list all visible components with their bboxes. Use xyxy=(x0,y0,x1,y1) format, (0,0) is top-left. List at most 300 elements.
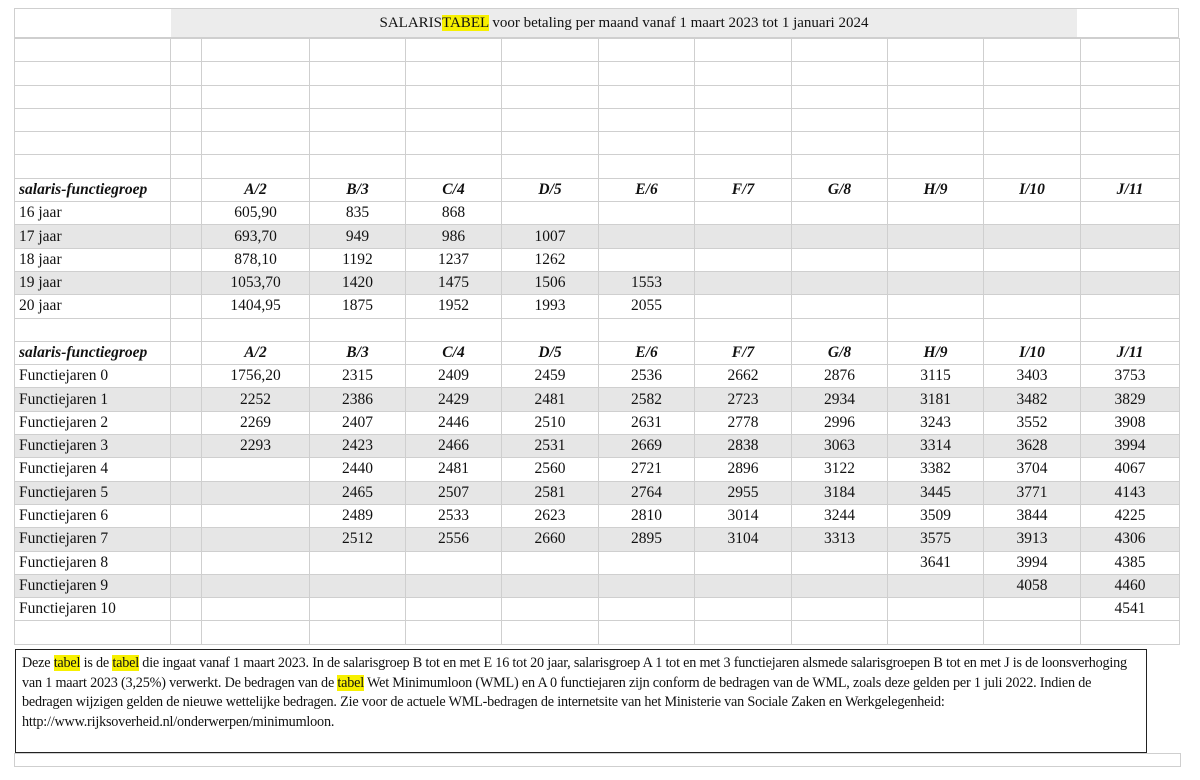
empty-cell xyxy=(695,621,792,644)
salary-cell xyxy=(792,598,888,621)
empty-cell xyxy=(502,318,599,341)
salary-cell xyxy=(695,248,792,271)
row-label: Functiejaren 3 xyxy=(15,435,171,458)
table-row xyxy=(15,504,1180,527)
salary-cell: 2660 xyxy=(502,528,599,551)
column-header: I/10 xyxy=(984,178,1081,201)
salary-cell: 2896 xyxy=(695,458,792,481)
empty-cell xyxy=(171,318,202,341)
table-row xyxy=(15,435,1180,458)
salary-sheet xyxy=(14,8,1179,645)
column-header: G/8 xyxy=(792,341,888,364)
column-header: B/3 xyxy=(310,341,406,364)
salary-cell: 1192 xyxy=(310,248,406,271)
salary-cell: 2489 xyxy=(310,504,406,527)
salary-cell: 2581 xyxy=(502,481,599,504)
salary-cell xyxy=(984,225,1081,248)
salary-cell: 1237 xyxy=(406,248,502,271)
salary-cell: 4385 xyxy=(1081,551,1180,574)
row-label: Functiejaren 9 xyxy=(15,574,171,597)
salary-cell xyxy=(984,271,1081,294)
salary-cell xyxy=(599,225,695,248)
salary-cell xyxy=(1081,202,1180,225)
empty-cell xyxy=(310,132,406,155)
salary-cell: 3014 xyxy=(695,504,792,527)
table-row xyxy=(15,248,1180,271)
empty-cell xyxy=(406,62,502,85)
empty-cell xyxy=(984,155,1081,178)
salary-cell xyxy=(984,202,1081,225)
blank-row xyxy=(15,318,1180,341)
empty-cell xyxy=(695,155,792,178)
salary-cell xyxy=(502,574,599,597)
salary-cell xyxy=(202,551,310,574)
salary-cell xyxy=(792,225,888,248)
salary-cell xyxy=(888,202,984,225)
column-header: F/7 xyxy=(695,341,792,364)
column-header: H/9 xyxy=(888,178,984,201)
empty-cell xyxy=(406,132,502,155)
empty-cell xyxy=(202,108,310,131)
salary-cell xyxy=(695,598,792,621)
empty-cell xyxy=(202,62,310,85)
empty-cell xyxy=(599,621,695,644)
salary-cell xyxy=(202,458,310,481)
table-row xyxy=(15,295,1180,318)
empty-cell xyxy=(984,39,1081,62)
empty-cell xyxy=(695,318,792,341)
empty-cell xyxy=(202,155,310,178)
salary-cell xyxy=(202,481,310,504)
salary-cell xyxy=(792,295,888,318)
salary-cell xyxy=(888,574,984,597)
salary-cell: 3115 xyxy=(888,365,984,388)
row-label: Functiejaren 7 xyxy=(15,528,171,551)
salary-cell: 2669 xyxy=(599,435,695,458)
salary-cell: 3382 xyxy=(888,458,984,481)
empty-cell xyxy=(888,39,984,62)
spacer-cell xyxy=(171,295,202,318)
salary-cell xyxy=(695,271,792,294)
salary-cell xyxy=(599,598,695,621)
salary-cell: 2623 xyxy=(502,504,599,527)
spacer-cell xyxy=(171,388,202,411)
table-row xyxy=(15,528,1180,551)
salary-cell: 2838 xyxy=(695,435,792,458)
salary-cell: 878,10 xyxy=(202,248,310,271)
title-suffix: voor betaling per maand vanaf 1 maart 2023 tot 1 januari 2024 xyxy=(488,15,869,31)
empty-cell xyxy=(202,132,310,155)
salary-cell: 2386 xyxy=(310,388,406,411)
salary-cell: 3063 xyxy=(792,435,888,458)
empty-cell xyxy=(171,85,202,108)
empty-cell xyxy=(888,318,984,341)
salary-cell: 1404,95 xyxy=(202,295,310,318)
salary-cell: 2533 xyxy=(406,504,502,527)
salary-cell: 4541 xyxy=(1081,598,1180,621)
salary-cell: 2810 xyxy=(599,504,695,527)
column-header-row xyxy=(15,341,1180,364)
salary-cell: 4143 xyxy=(1081,481,1180,504)
column-header: C/4 xyxy=(406,341,502,364)
empty-cell xyxy=(502,155,599,178)
salary-cell: 2407 xyxy=(310,411,406,434)
salary-cell xyxy=(1081,248,1180,271)
spacer-cell xyxy=(171,574,202,597)
footnote-box xyxy=(15,649,1147,753)
empty-cell xyxy=(984,132,1081,155)
empty-cell xyxy=(406,39,502,62)
salary-cell xyxy=(695,551,792,574)
empty-cell xyxy=(888,62,984,85)
salary-cell: 2778 xyxy=(695,411,792,434)
salary-cell: 2440 xyxy=(310,458,406,481)
salary-cell xyxy=(310,551,406,574)
salary-cell: 1952 xyxy=(406,295,502,318)
salary-cell: 3509 xyxy=(888,504,984,527)
salary-cell: 3641 xyxy=(888,551,984,574)
salary-cell: 2512 xyxy=(310,528,406,551)
empty-cell xyxy=(1081,132,1180,155)
salary-cell xyxy=(202,574,310,597)
empty-cell xyxy=(502,85,599,108)
salary-cell xyxy=(202,504,310,527)
note-text-1: Deze xyxy=(22,655,54,671)
spacer-cell xyxy=(171,435,202,458)
empty-cell xyxy=(1081,318,1180,341)
salary-cell: 2465 xyxy=(310,481,406,504)
salary-cell xyxy=(888,271,984,294)
salary-cell: 1475 xyxy=(406,271,502,294)
empty-cell xyxy=(1081,621,1180,644)
empty-cell xyxy=(1081,85,1180,108)
column-header: G/8 xyxy=(792,178,888,201)
column-header: B/3 xyxy=(310,178,406,201)
row-label: Functiejaren 5 xyxy=(15,481,171,504)
header-label: salaris-functiegroep xyxy=(15,341,171,364)
salary-cell xyxy=(792,202,888,225)
blank-row xyxy=(15,85,1180,108)
salary-cell xyxy=(202,528,310,551)
spacer-cell xyxy=(171,528,202,551)
salary-cell: 3753 xyxy=(1081,365,1180,388)
empty-cell xyxy=(171,621,202,644)
empty-cell xyxy=(406,85,502,108)
row-label: Functiejaren 6 xyxy=(15,504,171,527)
column-header: E/6 xyxy=(599,178,695,201)
empty-cell xyxy=(15,318,171,341)
salary-cell: 3181 xyxy=(888,388,984,411)
blank-row xyxy=(15,132,1180,155)
salary-cell: 2721 xyxy=(599,458,695,481)
table-row xyxy=(15,388,1180,411)
salary-cell xyxy=(888,295,984,318)
salary-cell xyxy=(695,225,792,248)
blank-row xyxy=(15,621,1180,644)
empty-cell xyxy=(502,132,599,155)
spacer-cell xyxy=(171,598,202,621)
empty-cell xyxy=(310,62,406,85)
empty-cell xyxy=(310,155,406,178)
empty-cell xyxy=(599,318,695,341)
salary-cell: 2481 xyxy=(502,388,599,411)
salary-cell: 2723 xyxy=(695,388,792,411)
salary-cell xyxy=(1081,225,1180,248)
salary-cell: 2934 xyxy=(792,388,888,411)
row-label: Functiejaren 4 xyxy=(15,458,171,481)
salary-cell: 949 xyxy=(310,225,406,248)
salary-cell: 1875 xyxy=(310,295,406,318)
empty-cell xyxy=(599,62,695,85)
salary-cell xyxy=(1081,295,1180,318)
salary-cell: 3445 xyxy=(888,481,984,504)
page-title xyxy=(171,9,1077,37)
empty-cell xyxy=(15,62,171,85)
column-header: H/9 xyxy=(888,341,984,364)
empty-cell xyxy=(406,318,502,341)
salary-cell: 3704 xyxy=(984,458,1081,481)
column-header: A/2 xyxy=(202,341,310,364)
empty-cell xyxy=(310,108,406,131)
salary-cell: 1007 xyxy=(502,225,599,248)
row-label: Functiejaren 10 xyxy=(15,598,171,621)
salary-cell: 2662 xyxy=(695,365,792,388)
table-row xyxy=(15,225,1180,248)
salary-cell: 2315 xyxy=(310,365,406,388)
row-label: 17 jaar xyxy=(15,225,171,248)
empty-cell xyxy=(310,85,406,108)
empty-cell xyxy=(695,108,792,131)
salary-cell xyxy=(202,598,310,621)
salary-cell: 3552 xyxy=(984,411,1081,434)
salary-cell: 3122 xyxy=(792,458,888,481)
salary-cell: 3575 xyxy=(888,528,984,551)
column-header-row xyxy=(15,178,1180,201)
row-label: 19 jaar xyxy=(15,271,171,294)
salary-cell: 3184 xyxy=(792,481,888,504)
salary-cell: 2560 xyxy=(502,458,599,481)
empty-cell xyxy=(202,621,310,644)
row-label: Functiejaren 2 xyxy=(15,411,171,434)
empty-cell xyxy=(1081,155,1180,178)
empty-cell xyxy=(406,621,502,644)
spacer-cell xyxy=(171,248,202,271)
spacer-cell xyxy=(171,365,202,388)
empty-cell xyxy=(599,155,695,178)
salary-cell xyxy=(599,574,695,597)
empty-cell xyxy=(599,39,695,62)
table-row xyxy=(15,551,1180,574)
salary-cell xyxy=(502,551,599,574)
empty-cell xyxy=(171,62,202,85)
empty-cell xyxy=(15,39,171,62)
salary-cell: 986 xyxy=(406,225,502,248)
empty-cell xyxy=(1081,39,1180,62)
empty-cell xyxy=(792,108,888,131)
table-row xyxy=(15,481,1180,504)
salary-cell: 3908 xyxy=(1081,411,1180,434)
salary-cell xyxy=(599,202,695,225)
table-row xyxy=(15,458,1180,481)
salary-cell: 2293 xyxy=(202,435,310,458)
blank-row xyxy=(15,108,1180,131)
empty-cell xyxy=(502,621,599,644)
empty-cell xyxy=(171,108,202,131)
bottom-grid-edge xyxy=(14,753,1181,767)
salary-cell: 2895 xyxy=(599,528,695,551)
spacer-cell xyxy=(171,481,202,504)
salary-cell: 2876 xyxy=(792,365,888,388)
salary-cell xyxy=(984,295,1081,318)
salary-cell: 835 xyxy=(310,202,406,225)
salary-cell: 3104 xyxy=(695,528,792,551)
empty-cell xyxy=(15,85,171,108)
blank-row xyxy=(15,39,1180,62)
header-label: salaris-functiegroep xyxy=(15,178,171,201)
salary-cell xyxy=(888,248,984,271)
empty-cell xyxy=(15,155,171,178)
column-header: F/7 xyxy=(695,178,792,201)
blank-row xyxy=(15,155,1180,178)
empty-cell xyxy=(502,108,599,131)
salary-cell xyxy=(599,551,695,574)
empty-cell xyxy=(888,108,984,131)
empty-cell xyxy=(502,62,599,85)
empty-cell xyxy=(984,85,1081,108)
salary-cell: 1420 xyxy=(310,271,406,294)
salary-cell xyxy=(406,551,502,574)
salary-cell xyxy=(792,574,888,597)
salary-cell: 2409 xyxy=(406,365,502,388)
salary-cell: 4306 xyxy=(1081,528,1180,551)
note-highlight-3: tabel xyxy=(337,674,364,691)
salary-cell xyxy=(792,248,888,271)
salary-cell: 3244 xyxy=(792,504,888,527)
salary-cell: 3829 xyxy=(1081,388,1180,411)
salary-cell xyxy=(310,574,406,597)
spacer-cell xyxy=(171,504,202,527)
salary-cell: 2996 xyxy=(792,411,888,434)
empty-cell xyxy=(171,155,202,178)
salary-cell: 605,90 xyxy=(202,202,310,225)
salary-cell: 868 xyxy=(406,202,502,225)
spacer-cell xyxy=(171,271,202,294)
salary-cell: 2055 xyxy=(599,295,695,318)
row-label: 18 jaar xyxy=(15,248,171,271)
empty-cell xyxy=(984,108,1081,131)
salary-cell: 3243 xyxy=(888,411,984,434)
salary-cell: 1053,70 xyxy=(202,271,310,294)
empty-cell xyxy=(792,318,888,341)
column-header: D/5 xyxy=(502,178,599,201)
column-header: E/6 xyxy=(599,341,695,364)
salary-cell xyxy=(1081,271,1180,294)
empty-cell xyxy=(171,39,202,62)
note-highlight-1: tabel xyxy=(53,655,81,671)
spacer-cell xyxy=(171,202,202,225)
empty-cell xyxy=(202,85,310,108)
empty-cell xyxy=(310,621,406,644)
column-header: J/11 xyxy=(1081,178,1180,201)
salary-cell xyxy=(406,598,502,621)
empty-cell xyxy=(792,155,888,178)
row-label: 20 jaar xyxy=(15,295,171,318)
empty-cell xyxy=(1081,108,1180,131)
row-label: 16 jaar xyxy=(15,202,171,225)
salary-cell xyxy=(695,574,792,597)
salary-cell: 693,70 xyxy=(202,225,310,248)
empty-cell xyxy=(888,155,984,178)
row-label: Functiejaren 8 xyxy=(15,551,171,574)
empty-cell xyxy=(406,155,502,178)
empty-cell xyxy=(599,108,695,131)
salary-cell xyxy=(310,598,406,621)
salary-cell: 2252 xyxy=(202,388,310,411)
salary-cell xyxy=(406,574,502,597)
salary-cell xyxy=(695,202,792,225)
note-text-3: die ingaat vanaf 1 maart 2023. In de salarisgroep B tot en met E 16 tot 20 jaar, salarisgroep A 1 tot en met 3 functiejaren alsmede salarisgroepen B tot en met J is de loonsverhoging van 1 maart 2023 (3,25%) verwerkt. De bedragen van de xyxy=(22,655,1127,691)
empty-cell xyxy=(984,318,1081,341)
empty-cell xyxy=(792,132,888,155)
salary-cell xyxy=(502,202,599,225)
empty-cell xyxy=(792,621,888,644)
salary-cell: 2507 xyxy=(406,481,502,504)
column-header: J/11 xyxy=(1081,341,1180,364)
empty-cell xyxy=(695,39,792,62)
empty-cell xyxy=(695,85,792,108)
salary-cell: 4058 xyxy=(984,574,1081,597)
salary-cell xyxy=(888,598,984,621)
salary-cell xyxy=(984,248,1081,271)
spacer-cell xyxy=(171,341,202,364)
title-row xyxy=(14,8,1179,38)
salary-cell: 2582 xyxy=(599,388,695,411)
empty-cell xyxy=(502,39,599,62)
salary-cell: 4067 xyxy=(1081,458,1180,481)
empty-cell xyxy=(1081,62,1180,85)
note-text-4: Wet Minimumloon (WML) en A 0 functiejaren zijn conform de bedragen van de WML, zoals deze gelden per 1 juli 2022. Indien de bedragen wijzigen gelden de nieuwe wettelijke bedragen. Zie voor de actuele WML-bedragen de internetsite van het Ministerie van Sociale Zaken en Werkgelegenheid: http://www.rijksoverheid.nl/onderwerpen/minimumloon. xyxy=(22,674,1092,730)
column-header: C/4 xyxy=(406,178,502,201)
salary-cell: 3403 xyxy=(984,365,1081,388)
table-row xyxy=(15,365,1180,388)
column-header: D/5 xyxy=(502,341,599,364)
salary-table xyxy=(14,38,1180,645)
empty-cell xyxy=(15,108,171,131)
table-row xyxy=(15,574,1180,597)
salary-cell: 2510 xyxy=(502,411,599,434)
salary-cell: 2429 xyxy=(406,388,502,411)
salary-cell: 2481 xyxy=(406,458,502,481)
empty-cell xyxy=(695,132,792,155)
salary-cell: 2536 xyxy=(599,365,695,388)
empty-cell xyxy=(888,85,984,108)
empty-cell xyxy=(15,621,171,644)
salary-cell: 2955 xyxy=(695,481,792,504)
table-row xyxy=(15,411,1180,434)
salary-cell xyxy=(888,225,984,248)
salary-cell: 3313 xyxy=(792,528,888,551)
salary-cell: 3994 xyxy=(1081,435,1180,458)
column-header: A/2 xyxy=(202,178,310,201)
row-label: Functiejaren 0 xyxy=(15,365,171,388)
salary-cell: 2423 xyxy=(310,435,406,458)
salary-cell: 3771 xyxy=(984,481,1081,504)
salary-cell xyxy=(792,551,888,574)
table-row xyxy=(15,598,1180,621)
salary-cell xyxy=(695,295,792,318)
salary-cell: 2446 xyxy=(406,411,502,434)
empty-cell xyxy=(792,85,888,108)
